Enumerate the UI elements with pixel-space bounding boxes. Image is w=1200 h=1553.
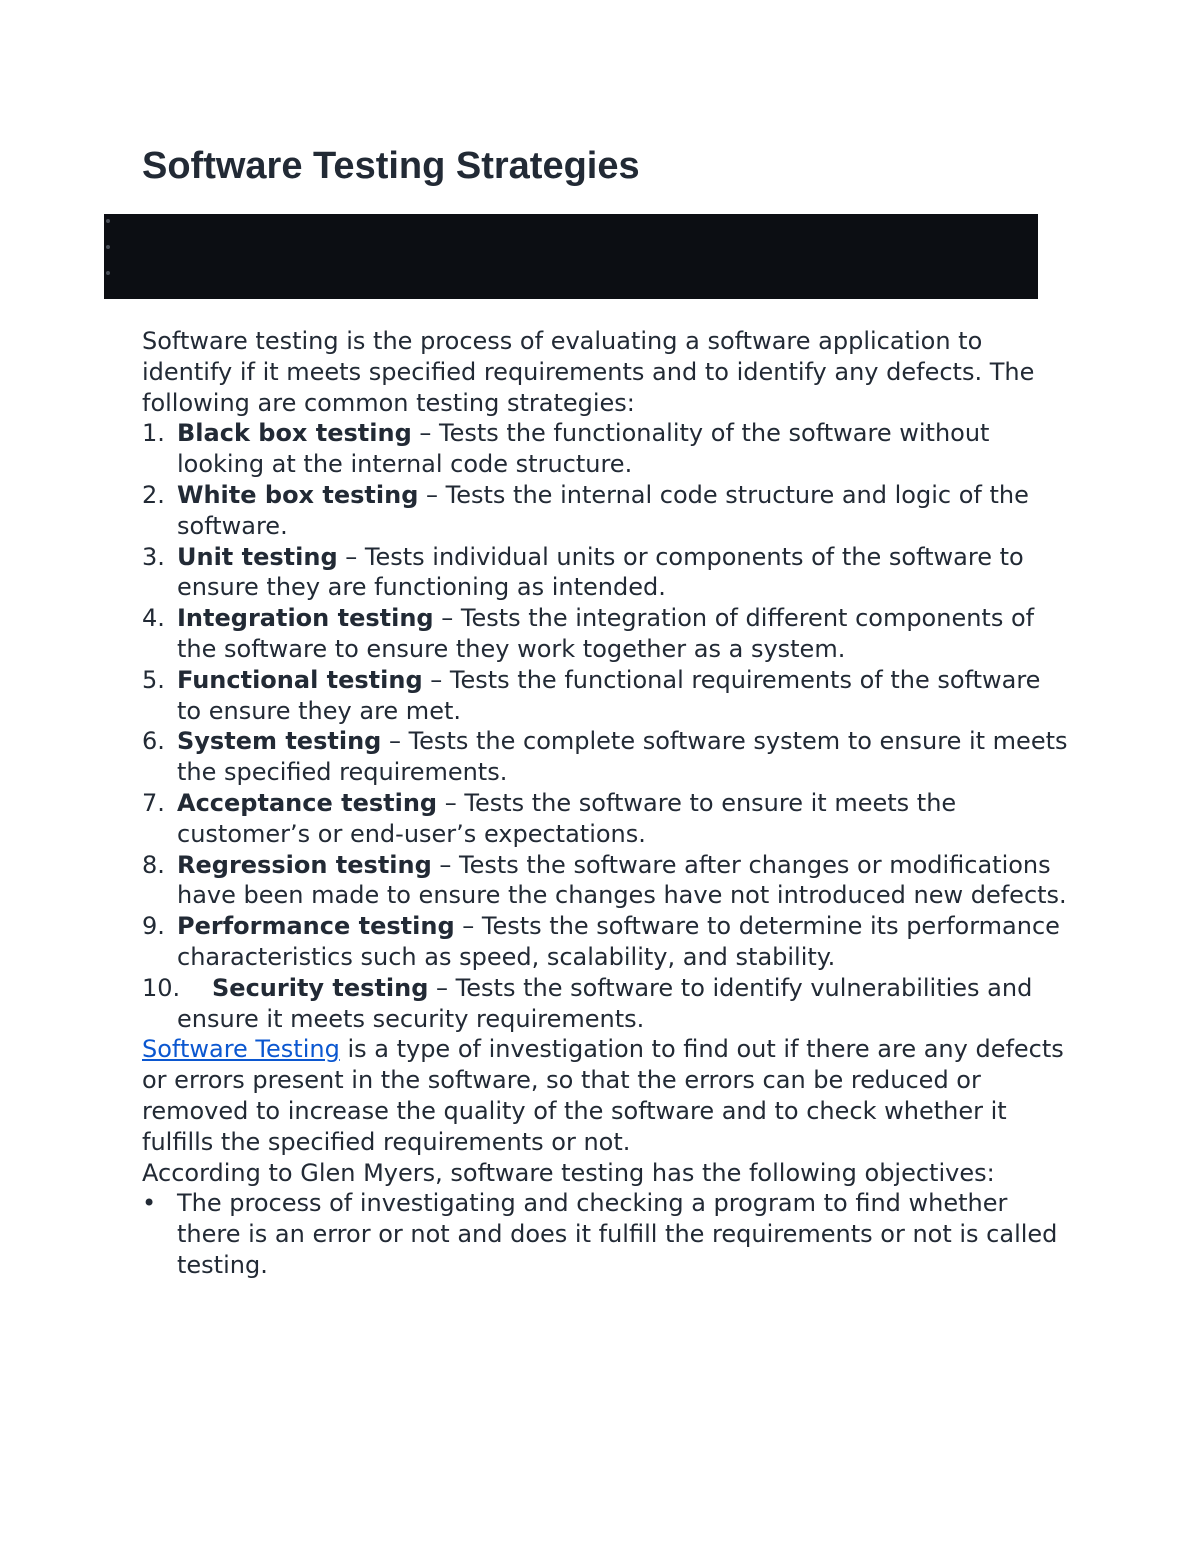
article-body bbox=[142, 326, 1072, 1281]
strategy-description: – Tests the complete software system to ensure it meets the specified requirements. bbox=[177, 727, 1068, 787]
strategy-item bbox=[142, 542, 1072, 604]
objective-item bbox=[142, 1188, 1072, 1280]
strategy-description: – Tests the functionality of the software without looking at the internal code structure. bbox=[177, 419, 990, 479]
page-title: Software Testing Strategies bbox=[142, 145, 640, 187]
strategy-description: – Tests the software after changes or modifications have been made to ensure the changes have not introduced new defects. bbox=[177, 850, 1067, 910]
strategy-term: Black box testing bbox=[177, 419, 412, 448]
list-number: 3. bbox=[142, 542, 165, 571]
strategy-description: – Tests the functional requirements of the software to ensure they are met. bbox=[177, 665, 1041, 725]
strategy-description: – Tests the software to ensure it meets the customer’s or end-user’s expectations. bbox=[177, 788, 957, 848]
bullet-dot bbox=[106, 271, 110, 275]
strategy-item bbox=[142, 418, 1072, 480]
strategy-list bbox=[142, 418, 1072, 1034]
bullet-icon: • bbox=[142, 1189, 157, 1218]
list-number: 4. bbox=[142, 604, 165, 633]
strategy-term: Security testing bbox=[212, 973, 429, 1002]
list-number: 5. bbox=[142, 665, 165, 694]
software-testing-link[interactable]: Software Testing bbox=[142, 1035, 340, 1064]
list-number: 2. bbox=[142, 480, 165, 509]
strategy-description: – Tests the integration of different components of the software to ensure they work together as a system. bbox=[177, 604, 1035, 663]
strategy-item bbox=[142, 911, 1072, 973]
strategy-term: Functional testing bbox=[177, 665, 423, 694]
bullet-dot bbox=[106, 245, 110, 249]
list-number: 8. bbox=[142, 850, 165, 879]
strategy-description: – Tests the software to identify vulnerabilities and ensure it meets security requirements. bbox=[177, 973, 1033, 1033]
strategy-term: System testing bbox=[177, 727, 382, 756]
list-number: 6. bbox=[142, 727, 165, 756]
intro-paragraph: Software testing is the process of evaluating a software application to identify if it meets specified requirements and to identify any defects. The following are common testing strategies: bbox=[142, 327, 1035, 417]
strategy-item bbox=[142, 726, 1072, 788]
bullet-dot bbox=[106, 219, 110, 223]
myers-paragraph: According to Glen Myers, software testing has the following objectives: bbox=[142, 1158, 995, 1187]
strategy-item bbox=[142, 850, 1072, 912]
list-number: 9. bbox=[142, 912, 165, 941]
objective-text: The process of investigating and checking a program to find whether there is an error or not and does it fulfill the requirements or not is called testing. bbox=[177, 1189, 1058, 1279]
definition-text: is a type of investigation to find out if there are any defects or errors present in the software, so that the errors can be reduced or removed to increase the quality of the software and to check whether it fulfills the specified requirements or not. bbox=[142, 1035, 1064, 1156]
strategy-item bbox=[142, 665, 1072, 727]
strategy-term: Performance testing bbox=[177, 912, 455, 941]
strategy-item bbox=[142, 480, 1072, 542]
list-number: 10. bbox=[142, 973, 181, 1002]
strategy-term: White box testing bbox=[177, 480, 419, 509]
objective-list bbox=[142, 1188, 1072, 1280]
definition-paragraph bbox=[142, 1034, 1072, 1157]
strategy-item bbox=[142, 603, 1072, 665]
list-number: 1. bbox=[142, 419, 165, 448]
strategy-item bbox=[142, 973, 1072, 1035]
strategy-term: Regression testing bbox=[177, 850, 432, 879]
strategy-description: – Tests the software to determine its performance characteristics such as speed, scalability, and stability. bbox=[177, 912, 1060, 971]
strategy-item bbox=[142, 788, 1072, 850]
dark-banner bbox=[104, 214, 1038, 299]
strategy-term: Integration testing bbox=[177, 604, 434, 633]
strategy-description: – Tests individual units or components of the software to ensure they are functioning as intended. bbox=[177, 542, 1024, 602]
strategy-term: Acceptance testing bbox=[177, 788, 438, 817]
list-number: 7. bbox=[142, 788, 165, 817]
strategy-description: – Tests the internal code structure and logic of the software. bbox=[177, 480, 1029, 540]
strategy-term: Unit testing bbox=[177, 542, 338, 571]
